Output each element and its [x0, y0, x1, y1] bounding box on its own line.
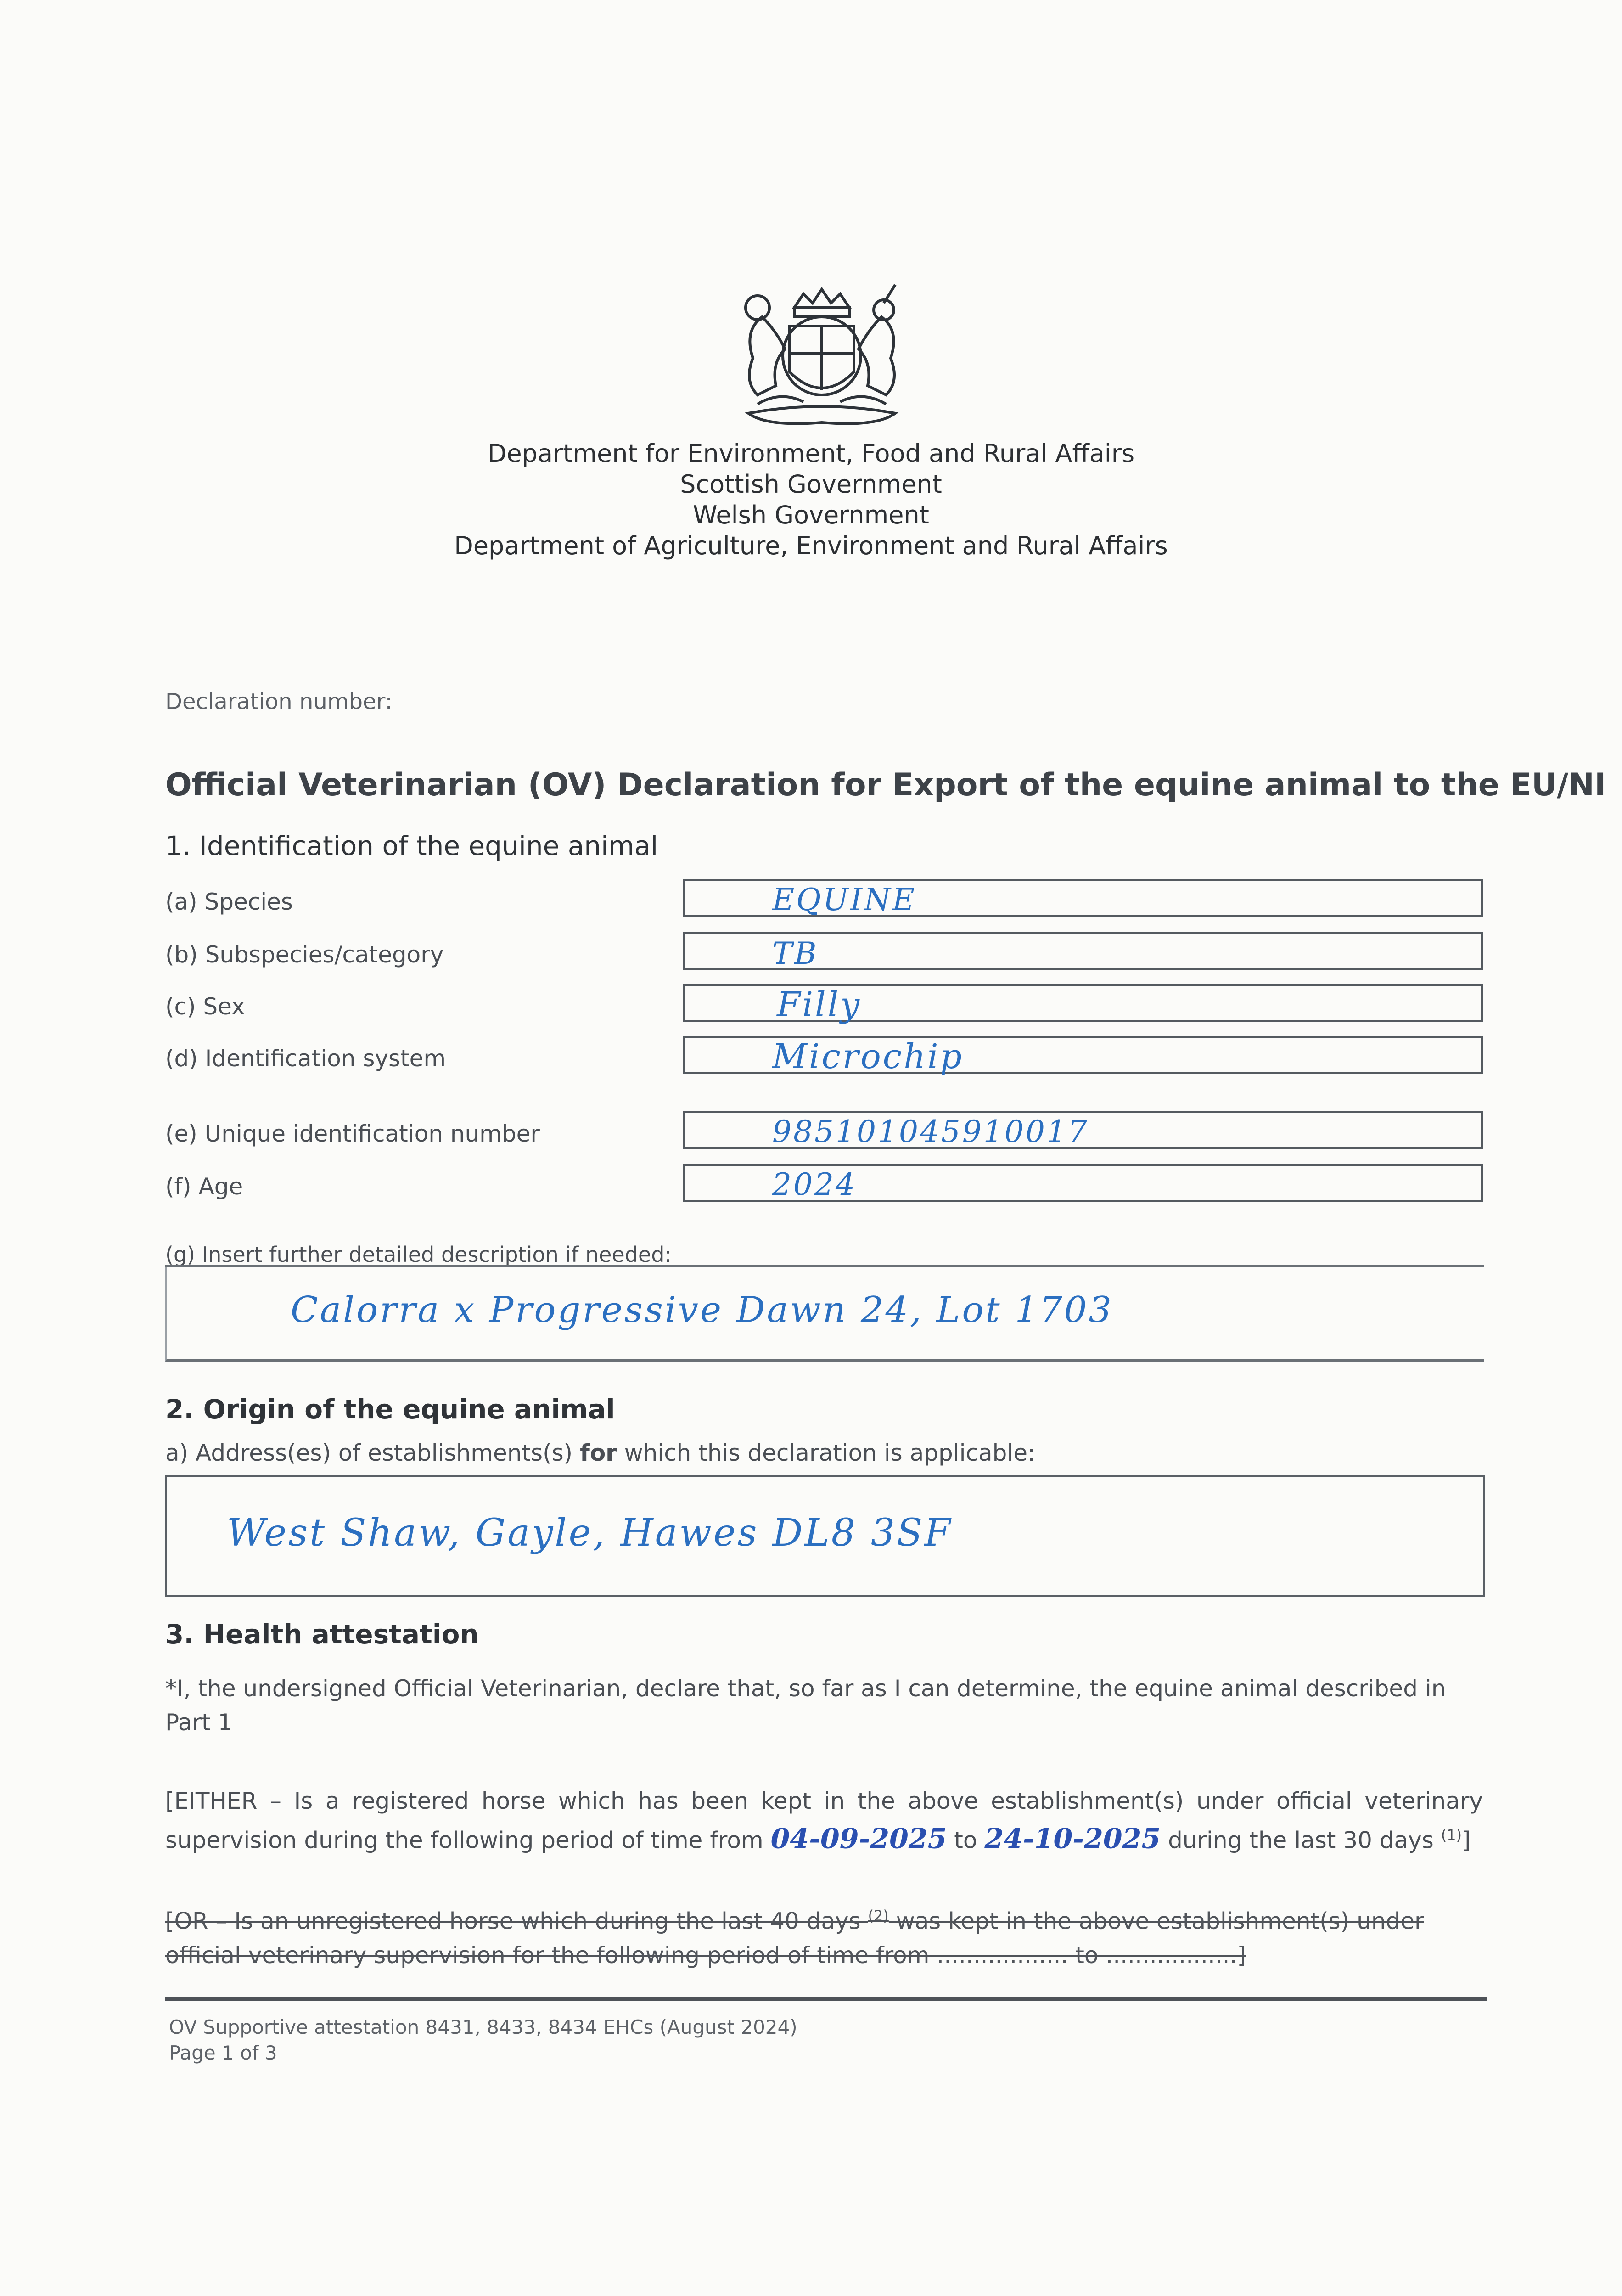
identification-system-label: (d) Identification system [165, 1045, 446, 1072]
section-3-heading: 3. Health attestation [165, 1619, 479, 1650]
address-field[interactable] [165, 1475, 1485, 1597]
page-title: Official Veterinarian (OV) Declaration for Export of the equine animal to the EU/NI [165, 767, 1606, 803]
section-2-heading: 2. Origin of the equine animal [165, 1394, 615, 1425]
attestation-intro: *I, the undersigned Official Veterinarian, declare that, so far as I can determine, the equine animal described in Part 1 [165, 1675, 1446, 1736]
page-number: Page 1 of 3 [169, 2042, 277, 2064]
address-value: West Shaw, Gayle, Hawes DL8 3SF [227, 1511, 953, 1555]
department-defra: Department for Environment, Food and Rural Affairs [487, 439, 1135, 468]
description-value: Calorra x Progressive Dawn 24, Lot 1703 [291, 1289, 1113, 1331]
unique-id-label: (e) Unique identification number [165, 1120, 540, 1147]
either-clause: [EITHER – Is a registered horse which has been kept in the above establishment(s) under official veterinary supervision during the following period of time from 04-09-2025 to 24-10-2025 during the last 30 days $^{(1)}$] [165, 1788, 1483, 1855]
species-field[interactable] [683, 879, 1483, 917]
age-value: 2024 [772, 1167, 857, 1202]
species-value: EQUINE [772, 882, 916, 917]
sex-field[interactable] [683, 984, 1483, 1022]
or-clause-struck: [OR – Is an unregistered horse which during the last 40 days $^{(2)}$ was kept in the above establishment(s) under official veterinary supervision for the following period of time from .................. to ..................] [165, 1907, 1424, 1969]
identification-system-value: Microchip [772, 1037, 964, 1076]
description-label: (g) Insert further detailed description if needed: [165, 1242, 672, 1267]
department-daera: Department of Agriculture, Environment and Rural Affairs [454, 531, 1168, 560]
period-from-value: 04-09-2025 [770, 1823, 947, 1855]
sex-value: Filly [777, 985, 862, 1024]
subspecies-value: TB [772, 936, 819, 971]
species-label: (a) Species [165, 889, 293, 915]
department-scottish-government: Scottish Government [680, 470, 942, 499]
subspecies-field[interactable] [683, 932, 1483, 970]
identification-system-field[interactable] [683, 1036, 1483, 1074]
description-field[interactable] [165, 1267, 1484, 1362]
age-field[interactable] [683, 1164, 1483, 1202]
subspecies-label: (b) Subspecies/category [165, 941, 444, 968]
declaration-number-label: Declaration number: [165, 689, 393, 715]
sex-label: (c) Sex [165, 993, 245, 1020]
footer-rule [165, 1997, 1487, 2001]
unique-id-field[interactable] [683, 1111, 1483, 1149]
section-1-heading: 1. Identification of the equine animal [165, 830, 658, 861]
address-label: a) Address(es) of establishments(s) for which this declaration is applicable: [165, 1440, 1035, 1466]
footer-attestation-ref: OV Supportive attestation 8431, 8433, 8434 EHCs (August 2024) [169, 2016, 797, 2038]
department-welsh-government: Welsh Government [693, 501, 929, 529]
royal-coat-of-arms-icon [725, 276, 918, 436]
description-top-rule [165, 1265, 1484, 1267]
unique-id-value: 985101045910017 [772, 1114, 1089, 1149]
period-to-value: 24-10-2025 [984, 1823, 1161, 1855]
age-label: (f) Age [165, 1173, 243, 1200]
